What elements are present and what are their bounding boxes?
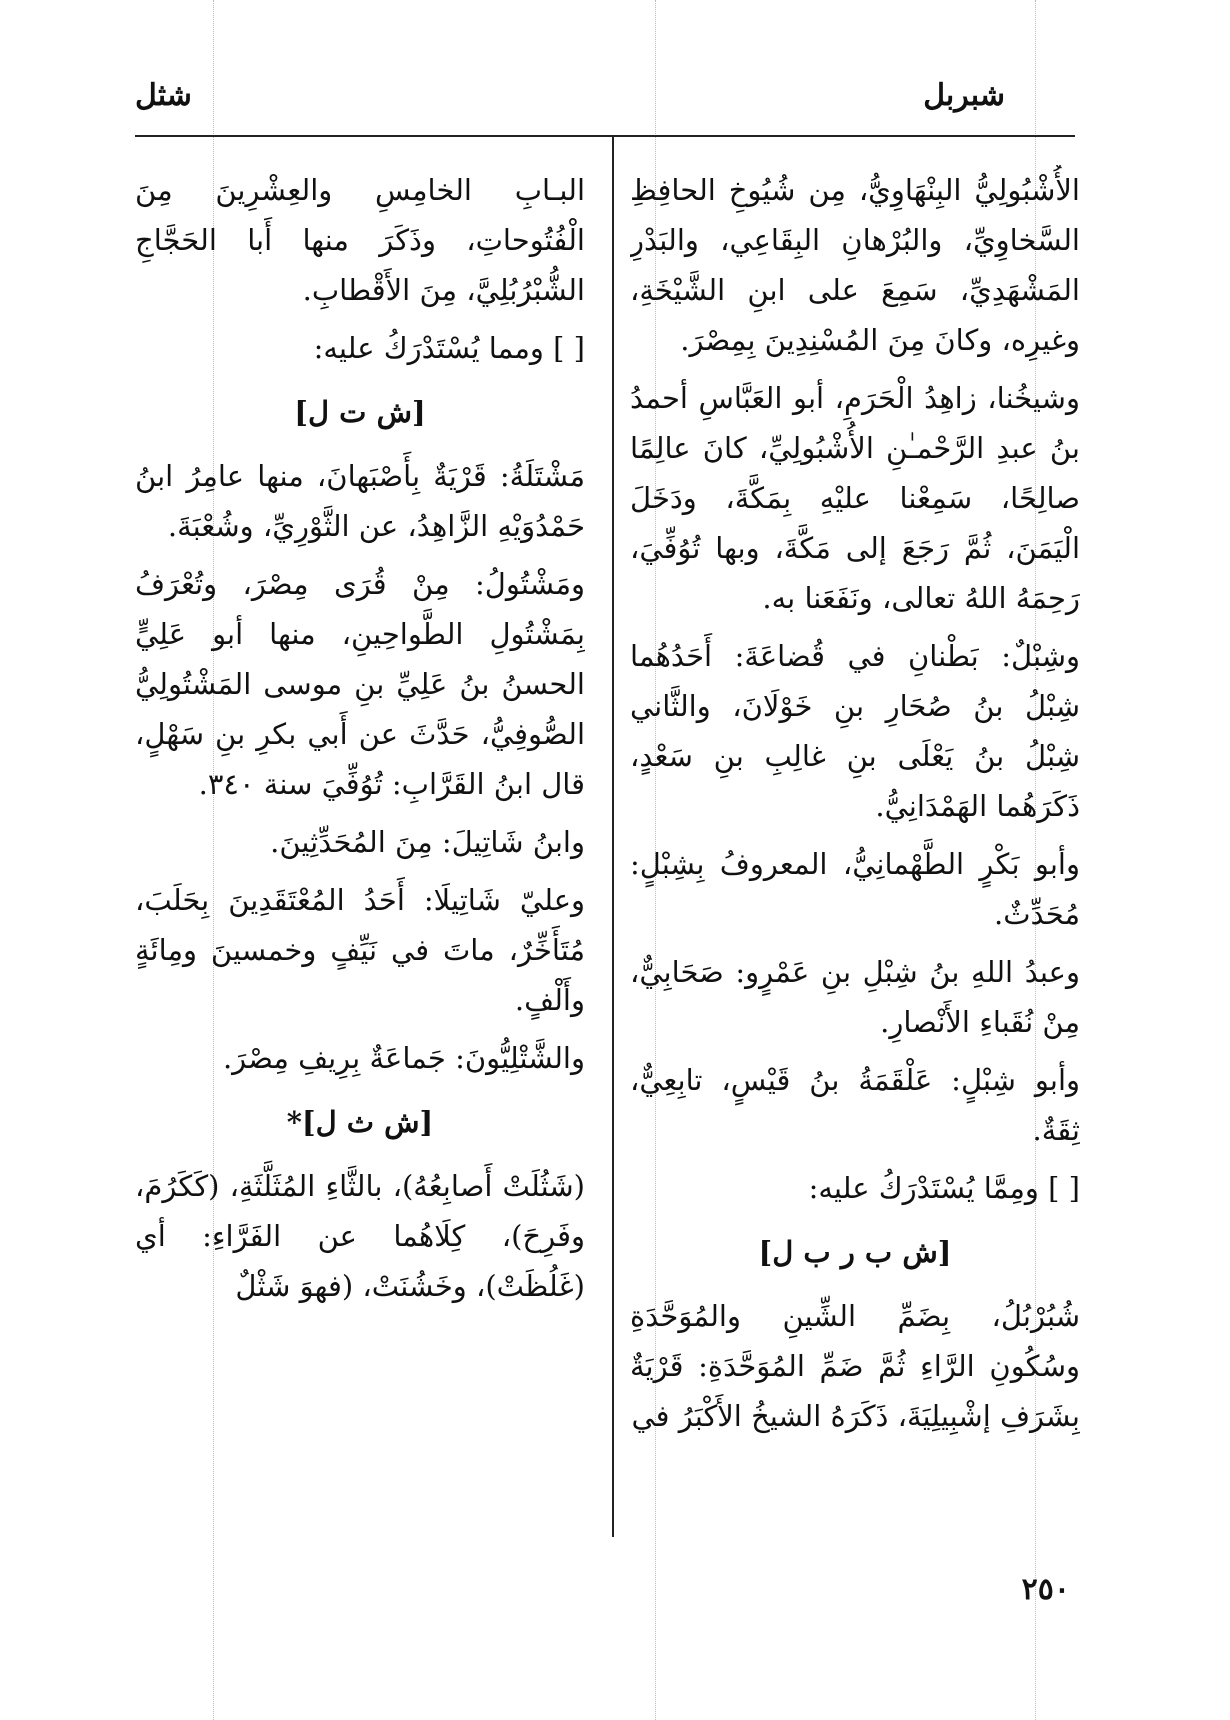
paragraph: وعبدُ اللهِ بنُ شِبْلِ بنِ عَمْرٍو: صَحَابِيٌّ، مِنْ نُقَباءِ الأَنْصارِ. [630, 955, 1080, 1039]
paragraph: مَشْتَلَةُ: قَرْيَةٌ بِأَصْبَهانَ، منها عامِرُ ابنُ حَمْدُوَيْهِ الزَّاهِدُ، عن الثَّوْرِيِّ، وشُعْبَةَ. [135, 459, 585, 543]
running-header-left: شثل [135, 78, 192, 113]
paragraph: الأُشْبُولِيُّ البِنْهَاوِيُّ، مِن شُيُوخِ الحافِظِ السَّخاوِيِّ، والبُرْهانِ البِقَاعِي، والبَدْرِ المَشْهَدِيِّ، سَمِعَ على ابنِ الشَّيْخَةِ، وغيرِه، وكانَ مِنَ المُسْنِدِينَ بِمِصْرَ. [630, 173, 1080, 357]
paragraph: والشَّتْلِيُّونَ: جَماعَةٌ بِرِيفِ مِصْرَ. [222, 1041, 585, 1075]
paragraph: [ ] ومِمَّا يُسْتَدْرَكُ عليه: [808, 1171, 1080, 1205]
paragraph: شُبُرْبُلُ، بِضَمِّ الشِّينِ والمُوَحَّدَةِ وسُكُونِ الرَّاءِ ثُمَّ ضَمِّ المُوَحَّدَةِ: قَرْيَةٌ بِشَرَفِ إشْبِيلِيَةَ، ذَكَرَهُ الشيخُ الأَكْبَرُ في [630, 1299, 1080, 1433]
column-divider [612, 137, 614, 1537]
paragraph: وشيخُنا، زاهِدُ الْحَرَمِ، أبو العَبَّاسِ أحمدُ بنُ عبدِ الرَّحْمـٰنِ الأُشْبُولِيِّ، كانَ عالِمًا صالِحًا، سَمِعْنا عليْهِ بِمَكَّةَ، ودَخَلَ الْيَمَنَ، ثُمَّ رَجَعَ إلى مَكَّةَ، وبها تُوُفِّيَ، رَحِمَهُ اللهُ تعالى، ونَفَعَنا به. [630, 381, 1080, 615]
paragraph: ومَشْتُولُ: مِنْ قُرَى مِصْرَ، وتُعْرَفُ بِمَشْتُولِ الطَّواحِينِ، منها أبو عَلِيٍّ الحسنُ بنُ عَلِيِّ بنِ موسى المَشْتُولِيُّ الصُّوفِيُّ، حَدَّثَ عن أَبي بكرِ بنِ سَهْلٍ، قال ابنُ القَرَّابِ: تُوُفِّيَ سنة ٣٤٠. [135, 567, 585, 801]
paragraph: [ ] ومما يُسْتَدْرَكُ عليه: [313, 331, 585, 365]
entry-heading: [ش ت ل] [294, 395, 426, 429]
right-column [630, 165, 1080, 1535]
entry-heading: [ش ب ر ب ل] [758, 1235, 952, 1269]
paragraph: وأبو شِبْلٍ: عَلْقَمَةُ بنُ قَيْسٍ، تابِعِيٌّ، ثِقَةٌ. [630, 1063, 1080, 1147]
paragraph: وعليّ شَاتِيلَا: أَحَدُ المُعْتَقَدِينَ بِحَلَبَ، مُتَأَخِّرٌ، ماتَ في نَيِّفٍ وخمسينَ ومِائَةٍ وأَلْفٍ. [135, 883, 585, 1017]
entry-heading: [ش ث ل]* [286, 1105, 434, 1139]
page-number: ٢٥٠ [1021, 1572, 1070, 1607]
paragraph: وشِبْلٌ: بَطْنانِ في قُضاعَةَ: أَحَدُهُما شِبْلُ بنُ صُحَارِ بنِ خَوْلَانَ، والثَّاني شِبْلُ بنُ يَعْلَى بنِ غالِبِ بنِ سَعْدٍ، ذَكَرَهُما الهَمْدَانِيُّ. [630, 639, 1080, 823]
paragraph: وابنُ شَاتِيلَ: مِنَ المُحَدِّثِينَ. [270, 825, 585, 859]
running-header-right: شبربل [923, 78, 1005, 113]
paragraph: البـابِ الخامِسِ والعِشْرِينَ مِنَ الْفُتُوحاتِ، وذَكَرَ منها أَبا الحَجَّاجِ الشُّبْرُبُلِيَّ، مِنَ الأَقْطابِ. [135, 173, 585, 307]
paragraph: وأبو بَكْرٍ الطَّهْمانِيُّ، المعروفُ بِشِبْلٍ: مُحَدِّثٌ. [630, 847, 1080, 931]
left-column [135, 165, 585, 1535]
header-rule [135, 135, 1075, 137]
paragraph: (شَثُلَتْ أَصابِعُهُ)، بالثَّاءِ المُثَلَّثَةِ، (كَكَرُمَ، وفَرِحَ)، كِلَاهُما عن الفَرَّاءِ: أي (غَلُظَتْ)، وخَشُنَتْ، (فهوَ شَثْلٌ [135, 1169, 585, 1303]
